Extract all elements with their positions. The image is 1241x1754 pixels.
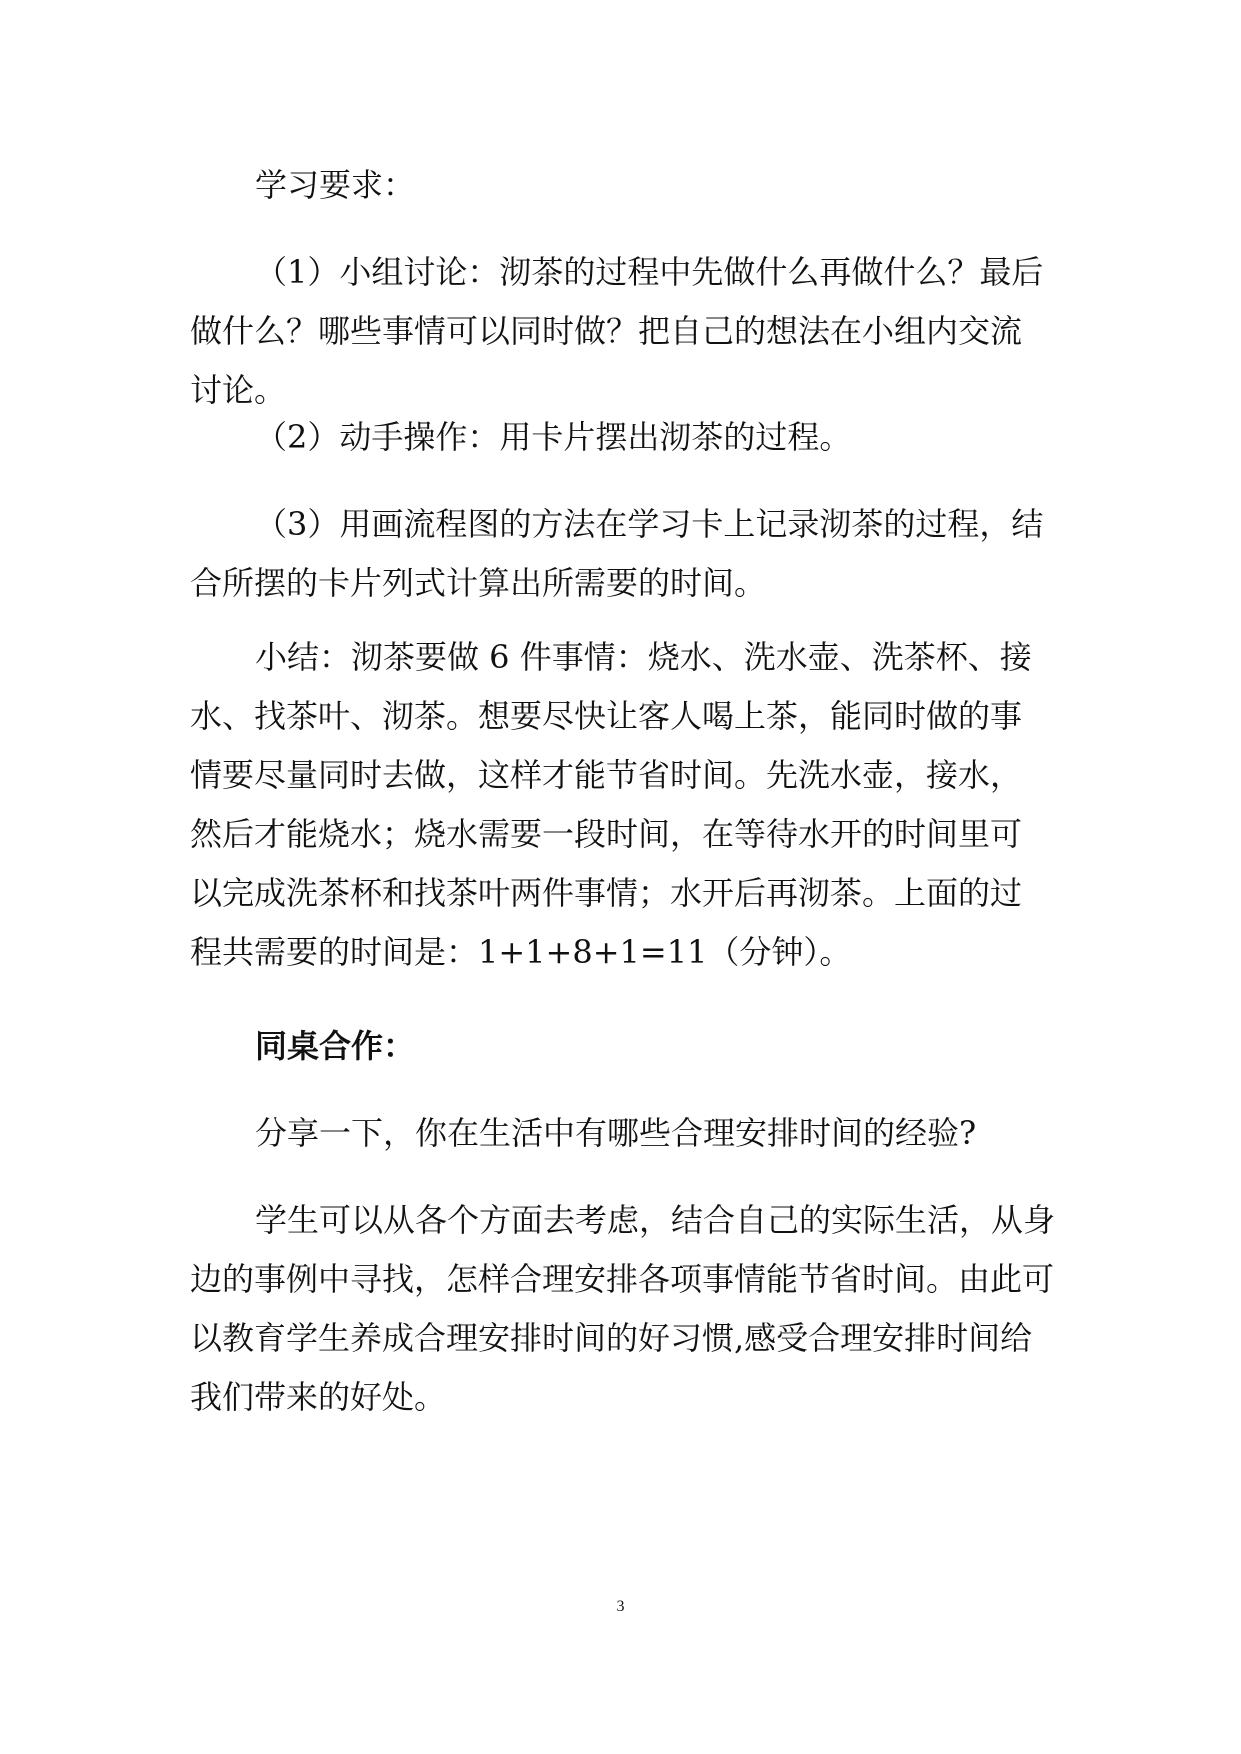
text-line: （3）用画流程图的方法在学习卡上记录沏茶的过程，结 xyxy=(255,505,1044,543)
text-line: （1）小组讨论：沏茶的过程中先做什么再做什么？最后 xyxy=(255,253,1044,291)
text-line: 学习要求： xyxy=(255,166,416,204)
paragraph-group-discussion xyxy=(190,243,1060,420)
text-line: 然后才能烧水；烧水需要一段时间，在等待水开的时间里可 xyxy=(190,815,1023,853)
text-line: 学生可以从各个方面去考虑，结合自己的实际生活，从身 xyxy=(255,1201,1056,1239)
text-line: 同桌合作： xyxy=(255,1027,416,1065)
text-line: 水、找茶叶、沏茶。想要尽快让客人喝上茶，能同时做的事 xyxy=(190,697,1023,735)
text-line: 我们带来的好处。 xyxy=(190,1378,447,1416)
text-line: 小结：沏茶要做 6 件事情：烧水、洗水壶、洗茶杯、接 xyxy=(255,638,1032,676)
paragraph-students xyxy=(190,1191,1060,1427)
text-line: 边的事例中寻找，怎样合理安排各项事情能节省时间。由此可 xyxy=(190,1260,1055,1298)
paragraph-learning-requirements xyxy=(190,156,1060,215)
text-line: 讨论。 xyxy=(190,371,287,409)
paragraph-flowchart xyxy=(190,495,1060,613)
text-line: 分享一下，你在生活中有哪些合理安排时间的经验? xyxy=(255,1114,977,1152)
page-number: 3 xyxy=(616,1598,625,1615)
paragraph-share xyxy=(190,1104,1060,1163)
text-line: 以完成洗茶杯和找茶叶两件事情；水开后再沏茶。上面的过 xyxy=(190,874,1023,912)
heading-desk-partner-cooperation xyxy=(190,1017,1060,1076)
text-line: 合所摆的卡片列式计算出所需要的时间。 xyxy=(190,564,767,602)
text-line: 做什么？哪些事情可以同时做？把自己的想法在小组内交流 xyxy=(190,312,1023,350)
text-line: 情要尽量同时去做，这样才能节省时间。先洗水壶，接水， xyxy=(190,756,1023,794)
paragraph-hands-on xyxy=(190,408,1060,467)
text-line: 以教育学生养成合理安排时间的好习惯,感受合理安排时间给 xyxy=(190,1319,1033,1357)
text-line: 程共需要的时间是：1+1+8+1=11（分钟）。 xyxy=(190,933,852,971)
text-line: （2）动手操作：用卡片摆出沏茶的过程。 xyxy=(255,418,852,456)
paragraph-summary xyxy=(190,628,1060,982)
